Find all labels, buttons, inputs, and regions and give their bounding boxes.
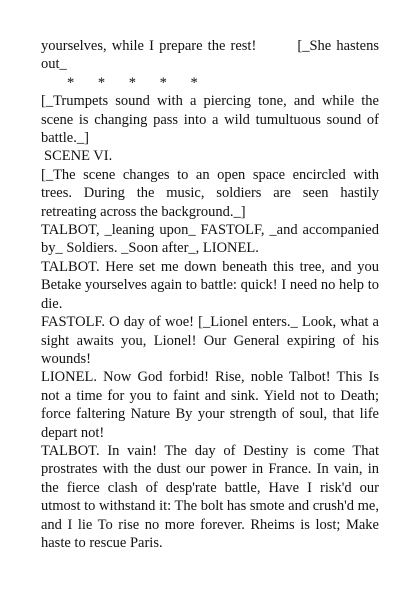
stage-direction-exit: [_She hastens out_	[41, 38, 380, 73]
talbot-speech-1: TALBOT. Here set me down beneath this tree, and you Betake yourselves again to battle: quick! I need no help to die.	[41, 258, 379, 312]
lionel-speech-1: LIONEL. Now God forbid! Rise, noble Talbot! This Is not a time for you to faint and sink. Yield not to Death; force faltering Nature By your strength of soul, that life depart not!	[41, 369, 379, 441]
scene-heading: SCENE VI.	[44, 148, 113, 165]
document-page	[41, 37, 379, 552]
text-line-yourselves	[41, 37, 379, 74]
talbot-speech-2: TALBOT. In vain! The day of Destiny is come That prostrates with the dust our power in France. In vain, in the fierce clash of desp'rate battle, Have I risk'd our utmost to withstand it: The bolt has smote and crush'd me, and I lie To rise no more forever. Rheims is lost; Make haste to rescue Paris.	[41, 442, 379, 551]
stage-direction-trumpets: [_Trumpets sound with a piercing tone, and while the scene is changing pass into a wild tumultuous sound of battle._]	[41, 93, 379, 147]
fastolf-speech-1: FASTOLF. O day of woe! [_Lionel enters._ Look, what a sight awaits you, Lionel! Our General expiring of his wounds!	[41, 314, 379, 367]
character-entry: TALBOT, _leaning upon_ FASTOLF, _and accompanied by_ Soldiers. _Soon after_, LIONEL.	[41, 222, 379, 257]
section-separator-stars: * * * * *	[67, 74, 198, 91]
dialogue-fragment: yourselves, while I prepare the rest!	[41, 38, 257, 54]
stage-direction-scene: [_The scene changes to an open space encircled with trees. During the music, soldiers are seen hastily retreating across the background._]	[41, 166, 379, 220]
